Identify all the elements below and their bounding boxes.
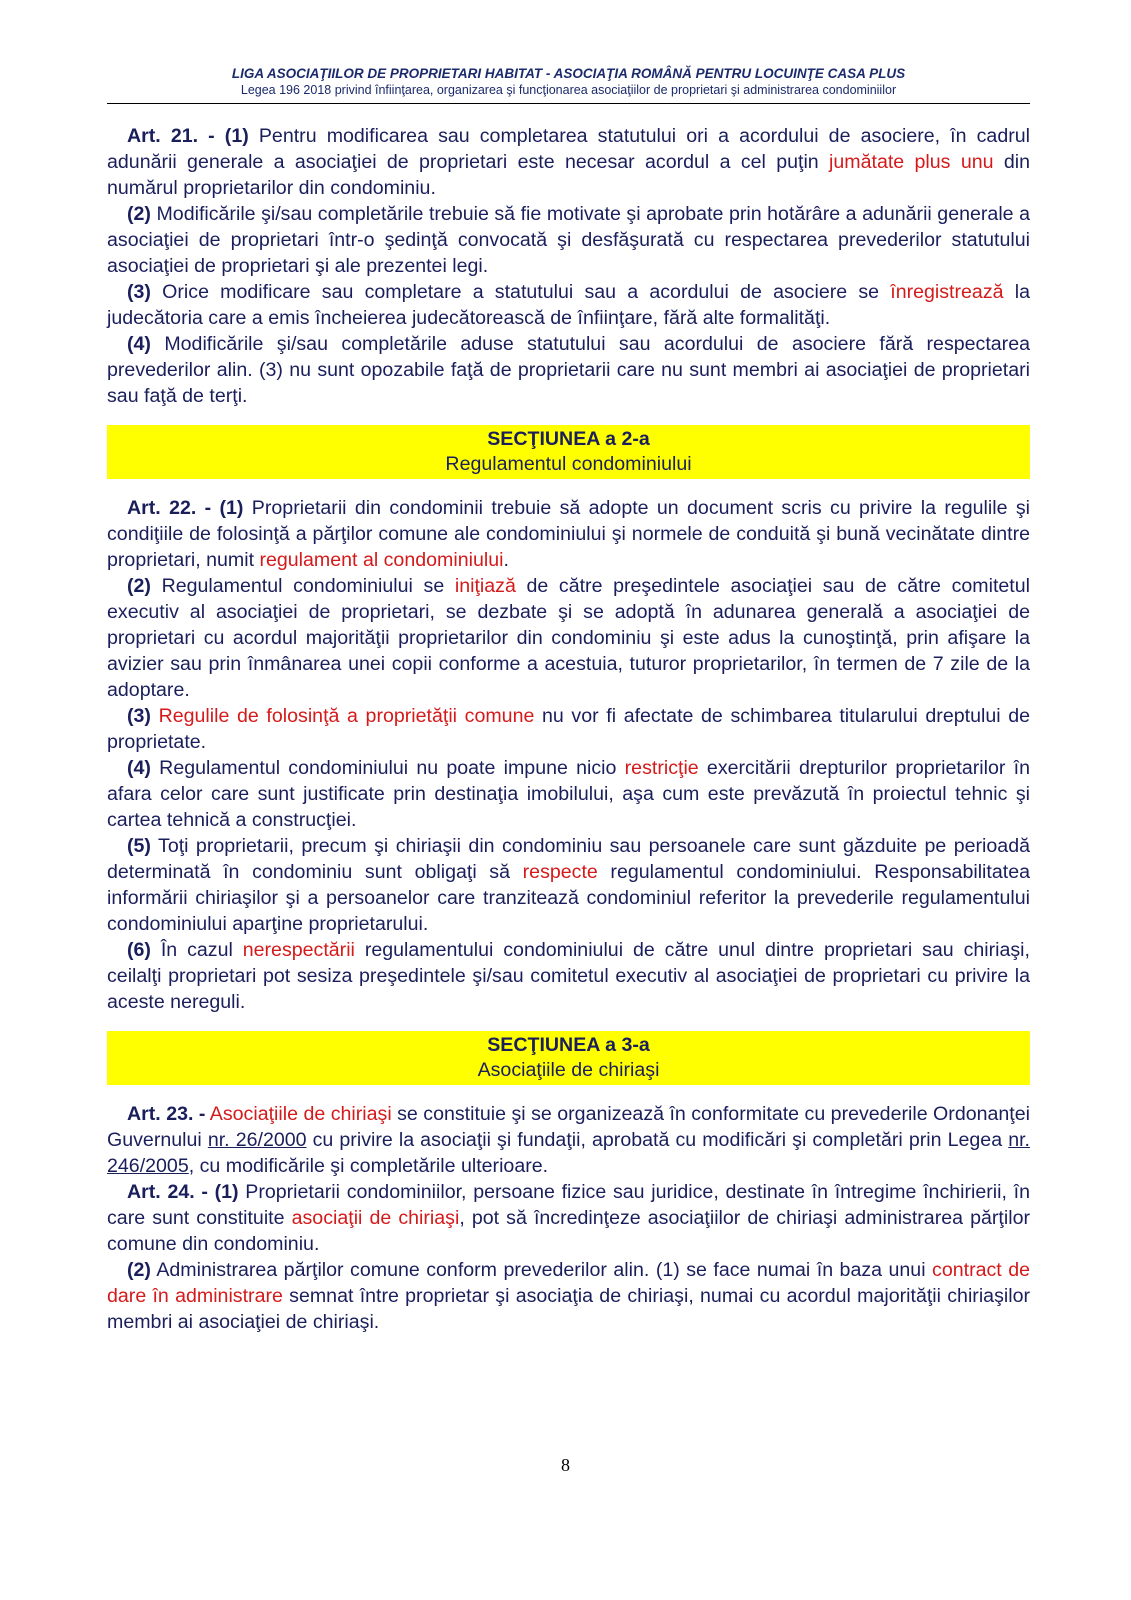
- highlight: înregistrează: [890, 281, 1004, 303]
- section-title: SECŢIUNEA a 2-a: [487, 428, 650, 450]
- art21-par1: Art. 21. - (1) Pentru modificarea sau completarea statutului ori a acordului de asociere, în cadrul adunării generale a asociaţiei de proprietari este necesar acordul a cel puţin jumătate plus unu din numărul proprietarilor din condominiu.: [107, 125, 1030, 199]
- article-number: Art. 23. -: [127, 1103, 206, 1125]
- art21-par4: (4) Modificările şi/sau completările aduse statutului sau acordului de asociere fără respectarea prevederilor alin. (3) nu sunt opozabile faţă de proprietarii care nu sunt membri ai asociaţiei de proprietari sau faţă de terţi.: [107, 333, 1030, 407]
- art24-par1: Art. 24. - (1) Proprietarii condominiilor, persoane fizice sau juridice, destinate în întregime închirierii, în care sunt constituite asociaţii de chiriaşi, pot să încredinţeze asociaţiilor de chiriaşi administrarea părţilor comune din condominiu.: [107, 1181, 1030, 1255]
- highlight: restricţie: [624, 757, 699, 779]
- highlight: jumătate plus unu: [829, 151, 994, 173]
- paragraph-number: (4): [127, 757, 151, 779]
- art22-par2: (2) Regulamentul condominiului se iniţiază de către preşedintele asociaţiei sau de către comitetul executiv al asociaţiei de proprietari, se dezbate şi se adoptă în adunarea generală a asociaţiei de proprietari cu acordul majorităţii proprietarilor din condominiu şi este adus la cunoştinţă, prin afişare la avizier sau prin înmânarea unei copii conforme a acestuia, tuturor proprietarilor, în termen de 7 zile de la adoptare.: [107, 575, 1030, 701]
- section-banner-2: [107, 425, 1030, 479]
- section-subtitle: Regulamentul condominiului: [445, 453, 692, 475]
- article-number: Art. 21. - (1): [127, 125, 249, 147]
- art22-par4: (4) Regulamentul condominiului nu poate impune nicio restricţie exercitării drepturilor proprietarilor în afara celor care sunt justificate prin destinaţia imobilului, aşa cum este prevăzută în proiectul tehnic şi cartea tehnică a construcţiei.: [107, 757, 1030, 831]
- art21-par3: (3) Orice modificare sau completare a statutului sau a acordului de asociere se înregistrează la judecătoria care a emis încheierea judecătorească de înfiinţare, fără alte formalităţi.: [107, 281, 1030, 329]
- paragraph-number: (2): [127, 575, 151, 597]
- paragraph-number: (2): [127, 203, 151, 225]
- highlight: nerespectării: [242, 939, 355, 961]
- highlight: iniţiază: [454, 575, 516, 597]
- header-divider: [107, 103, 1030, 104]
- art22-par6: (6) În cazul nerespectării regulamentului condominiului de către unul dintre proprietari sau chiriaşi, ceilalţi proprietari pot sesiza preşedintele şi/sau comitetul executiv al asociaţiei de proprietari cu privire la aceste nereguli.: [107, 939, 1030, 1013]
- art22-par5: (5) Toţi proprietarii, precum şi chiriaşii din condominiu sau persoanele care sunt găzduite pe perioadă determinată în condominiu sunt obligaţi să respecte regulamentul condominiului. Responsabilitatea informării chiriaşilor şi a persoanelor care tranzitează condominiul referitor la prevederile regulamentului condominiului aparţine proprietarului.: [107, 835, 1030, 935]
- paragraph-number: (4): [127, 333, 151, 355]
- highlight: contract de dare în administrare: [107, 1259, 1031, 1307]
- art24-par2: (2) Administrarea părţilor comune conform prevederilor alin. (1) se face numai în baza unui contract de dare în administrare semnat între proprietar şi asociaţia de chiriaşi, numai cu acordul majorităţii chiriaşilor membri ai asociaţiei de chiriaşi.: [107, 1259, 1031, 1333]
- document-body: [107, 123, 1030, 1335]
- paragraph-number: (5): [127, 835, 151, 857]
- section-title: SECŢIUNEA a 3-a: [487, 1034, 650, 1056]
- page-header: [107, 66, 1030, 98]
- highlight: regulament al condominiului: [259, 549, 504, 571]
- paragraph-number: (3): [127, 281, 151, 303]
- law-link-og-26-2000[interactable]: nr. 26/2000: [207, 1129, 307, 1151]
- art22-par1: Art. 22. - (1) Proprietarii din condominii trebuie să adopte un document scris cu privire la regulile şi condiţiile de folosinţă a părţilor comune ale condominiului şi normele de conduită şi bună vecinătate dintre proprietari, numit regulament al condominiului.: [107, 497, 1030, 571]
- highlight: respecte: [522, 861, 598, 883]
- paragraph-number: (6): [127, 939, 151, 961]
- paragraph-number: (3): [127, 705, 151, 727]
- highlight: Regulile de folosinţă a proprietăţii comune: [150, 705, 535, 727]
- article-number: Art. 24. - (1): [127, 1181, 239, 1203]
- highlight: Asociaţiile de chiriaşi: [205, 1103, 392, 1125]
- header-subtitle: Legea 196 2018 privind înfiinţarea, organizarea şi funcţionarea asociaţiilor de proprietari şi administrarea condominiilor: [240, 83, 897, 97]
- art21-par2: (2) Modificările şi/sau completările trebuie să fie motivate şi aprobate prin hotărâre a adunării generale a asociaţiei de proprietari într-o şedinţă convocată şi desfăşurată cu respectarea prevederilor statutului asociaţiei de proprietari şi ale prezentei legi.: [107, 203, 1030, 277]
- law-link-legea-246-2005[interactable]: nr. 246/2005: [107, 1129, 1030, 1177]
- art22-par3: (3) Regulile de folosinţă a proprietăţii comune nu vor fi afectate de schimbarea titularului dreptului de proprietate.: [107, 705, 1030, 753]
- header-title: LIGA ASOCIAŢIILOR DE PROPRIETARI HABITAT - ASOCIAŢIA ROMÂNĂ PENTRU LOCUINŢE CASA PLUS: [231, 66, 906, 81]
- article-number: Art. 22. - (1): [127, 497, 244, 519]
- section-banner-3: [107, 1031, 1030, 1085]
- art23-par1: Art. 23. - Asociaţiile de chiriaşi se constituie şi se organizează în conformitate cu prevederile Ordonanţei Guvernului nr. 26/2000 cu privire la asociaţii şi fundaţii, aprobată cu modificări şi completări prin Legea nr. 246/2005, cu modificările şi completările ulterioare.: [107, 1103, 1031, 1177]
- page-number: 8: [561, 1455, 570, 1475]
- section-subtitle: Asociaţiile de chiriaşi: [477, 1059, 660, 1081]
- highlight: asociaţii de chiriaşi: [291, 1207, 460, 1229]
- paragraph-number: (2): [127, 1259, 151, 1281]
